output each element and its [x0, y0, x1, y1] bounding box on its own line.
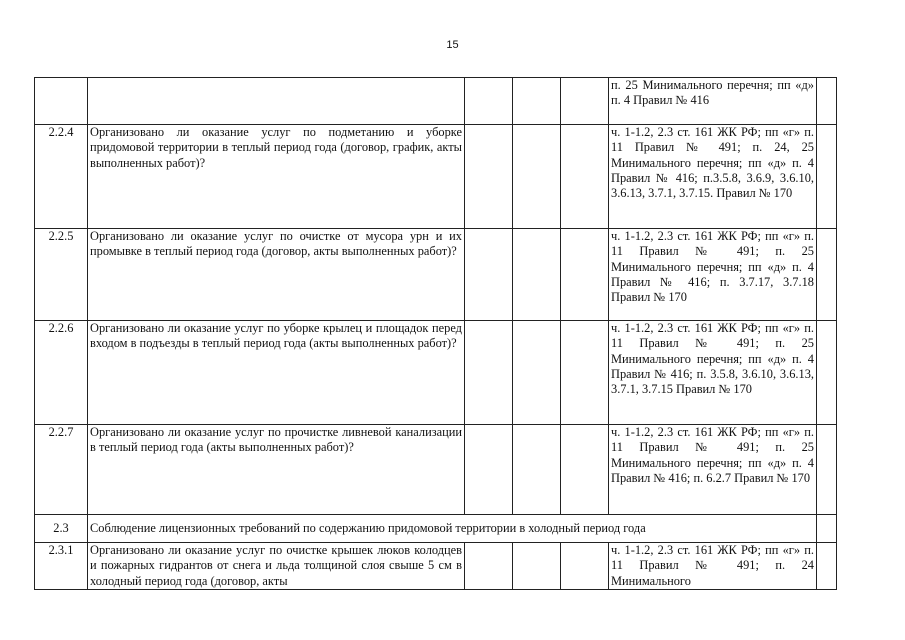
answer-na-cell [561, 543, 609, 590]
notes-cell [817, 229, 837, 321]
legal-basis-cell: п. 25 Минимального перечня; пп «д» п. 4 Правил № 416 [609, 78, 817, 125]
answer-no-cell [513, 321, 561, 425]
answer-yes-cell [465, 425, 513, 515]
question-cell: Организовано ли оказание услуг по подметанию и уборке придомовой территории в теплый период года (договор, график, акты выполненных работ)? [88, 125, 465, 229]
answer-no-cell [513, 229, 561, 321]
legal-basis-cell: ч. 1-1.2, 2.3 ст. 161 ЖК РФ; пп «г» п. 11 Правил № 491; п. 25 Минимального перечня; пп «д» п. 4 Правил № 416; п. 6.2.7 Правил № 170 [609, 425, 817, 515]
answer-no-cell [513, 543, 561, 590]
answer-no-cell [513, 78, 561, 125]
table-row [35, 321, 837, 425]
table-row [35, 425, 837, 515]
notes-cell [817, 125, 837, 229]
legal-basis-cell: ч. 1-1.2, 2.3 ст. 161 ЖК РФ; пп «г» п. 11 Правил № 491; п. 24, 25 Минимального перечня; пп «д» п. 4 Правил № 416; п.3.5.8, 3.6.9, 3.6.10, 3.6.13, 3.7.1, 3.7.15. Правил № 170 [609, 125, 817, 229]
answer-na-cell [561, 229, 609, 321]
answer-no-cell [513, 125, 561, 229]
checklist-table [34, 77, 837, 590]
question-cell: Организовано ли оказание услуг по уборке крылец и площадок перед входом в подъезды в теплый период года (акты выполненных работ)? [88, 321, 465, 425]
table-row [35, 125, 837, 229]
notes-cell [817, 321, 837, 425]
answer-na-cell [561, 425, 609, 515]
row-number: 2.2.4 [35, 125, 88, 229]
question-cell: Организовано ли оказание услуг по прочистке ливневой канализации в теплый период года (акты выполненных работ)? [88, 425, 465, 515]
page-number: 15 [446, 39, 459, 51]
notes-cell [817, 78, 837, 125]
answer-no-cell [513, 425, 561, 515]
answer-yes-cell [465, 229, 513, 321]
section-title: Соблюдение лицензионных требований по содержанию придомовой территории в холодный период года [88, 515, 817, 543]
question-cell: Организовано ли оказание услуг по очистке от мусора урн и их промывке в теплый период года (договор, акты выполненных работ)? [88, 229, 465, 321]
answer-yes-cell [465, 125, 513, 229]
question-cell: Организовано ли оказание услуг по очистке крышек люков колодцев и пожарных гидрантов от снега и льда толщиной слоя свыше 5 см в холодный период года (договор, акты [88, 543, 465, 590]
row-number: 2.3.1 [35, 543, 88, 590]
notes-cell [817, 543, 837, 590]
notes-cell [817, 515, 837, 543]
answer-yes-cell [465, 78, 513, 125]
row-number [35, 78, 88, 125]
answer-yes-cell [465, 321, 513, 425]
legal-basis-cell: ч. 1-1.2, 2.3 ст. 161 ЖК РФ; пп «г» п. 11 Правил № 491; п. 25 Минимального перечня; пп «д» п. 4 Правил № 416; п. 3.5.8, 3.6.10, 3.6.13, 3.7.1, 3.7.15 Правил № 170 [609, 321, 817, 425]
table-row [35, 78, 837, 125]
answer-na-cell [561, 125, 609, 229]
section-row [35, 515, 837, 543]
row-number: 2.2.6 [35, 321, 88, 425]
section-number: 2.3 [35, 515, 88, 543]
table-row [35, 229, 837, 321]
row-number: 2.2.7 [35, 425, 88, 515]
answer-na-cell [561, 78, 609, 125]
answer-na-cell [561, 321, 609, 425]
legal-basis-cell: ч. 1-1.2, 2.3 ст. 161 ЖК РФ; пп «г» п. 11 Правил № 491; п. 25 Минимального перечня; пп «д» п. 4 Правил № 416; п. 3.7.17, 3.7.18 Правил № 170 [609, 229, 817, 321]
row-number: 2.2.5 [35, 229, 88, 321]
question-cell [88, 78, 465, 125]
notes-cell [817, 425, 837, 515]
table-row [35, 543, 837, 590]
legal-basis-cell: ч. 1-1.2, 2.3 ст. 161 ЖК РФ; пп «г» п. 11 Правил № 491; п. 24 Минимального [609, 543, 817, 590]
answer-yes-cell [465, 543, 513, 590]
